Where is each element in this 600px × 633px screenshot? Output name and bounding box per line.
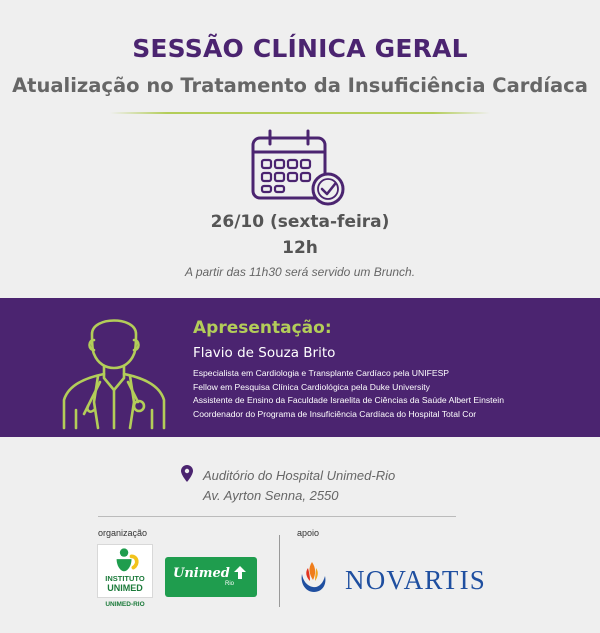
credential-item: Especialista em Cardiologia e Transplante Cardíaco pela UNIFESP [193, 368, 450, 378]
instituto-logo-line1: INSTITUTO [105, 574, 145, 583]
presenter-name: Flavio de Souza Brito [193, 345, 336, 361]
doctor-icon [58, 310, 170, 430]
credential-item: Assistente de Ensino da Faculdade Israelita de Ciências da Saúde Albert Einstein [193, 395, 504, 405]
title-divider [110, 112, 490, 114]
venue-name: Auditório do Hospital Unimed-Rio [203, 468, 396, 483]
presentation-heading: Apresentação: [193, 318, 332, 338]
event-subtitle: Atualização no Tratamento da Insuficiência Cardíaca [12, 74, 588, 97]
brunch-note: A partir das 11h30 será servido um Brunch. [184, 265, 416, 279]
support-label: apoio [297, 528, 320, 538]
organization-label: organização [98, 528, 148, 538]
event-time: 12h [282, 238, 318, 258]
instituto-unimed-logo [97, 544, 153, 598]
calendar-check-icon [248, 128, 352, 208]
venue-address: Av. Ayrton Senna, 2550 [203, 488, 339, 503]
novartis-flame-icon [298, 560, 328, 594]
event-title: SESSÃO CLÍNICA GERAL [132, 34, 468, 63]
instituto-logo-subtitle: UNIMED-RIO [105, 601, 145, 608]
unimed-rio-logo [165, 557, 257, 597]
location-pin-icon [181, 465, 193, 482]
unimed-logo-name: Unimed [173, 566, 230, 581]
footer-divider [98, 516, 456, 517]
instituto-unimed-mark [98, 547, 152, 575]
unimed-tree-icon [232, 565, 248, 580]
unimed-logo-sub: Rio [225, 581, 235, 587]
footer-vertical-divider [279, 535, 280, 607]
presenter-credentials [193, 367, 504, 421]
credential-item: Coordenador do Programa de Insuficiência Cardíaca do Hospital Total Cor [193, 408, 477, 419]
credential-item: Fellow em Pesquisa Clínica Cardiológica pela Duke University [193, 381, 430, 392]
novartis-logo-text: NOVARTIS [345, 565, 487, 595]
event-date: 26/10 (sexta-feira) [210, 212, 390, 232]
instituto-logo-line2: UNIMED [107, 583, 143, 593]
